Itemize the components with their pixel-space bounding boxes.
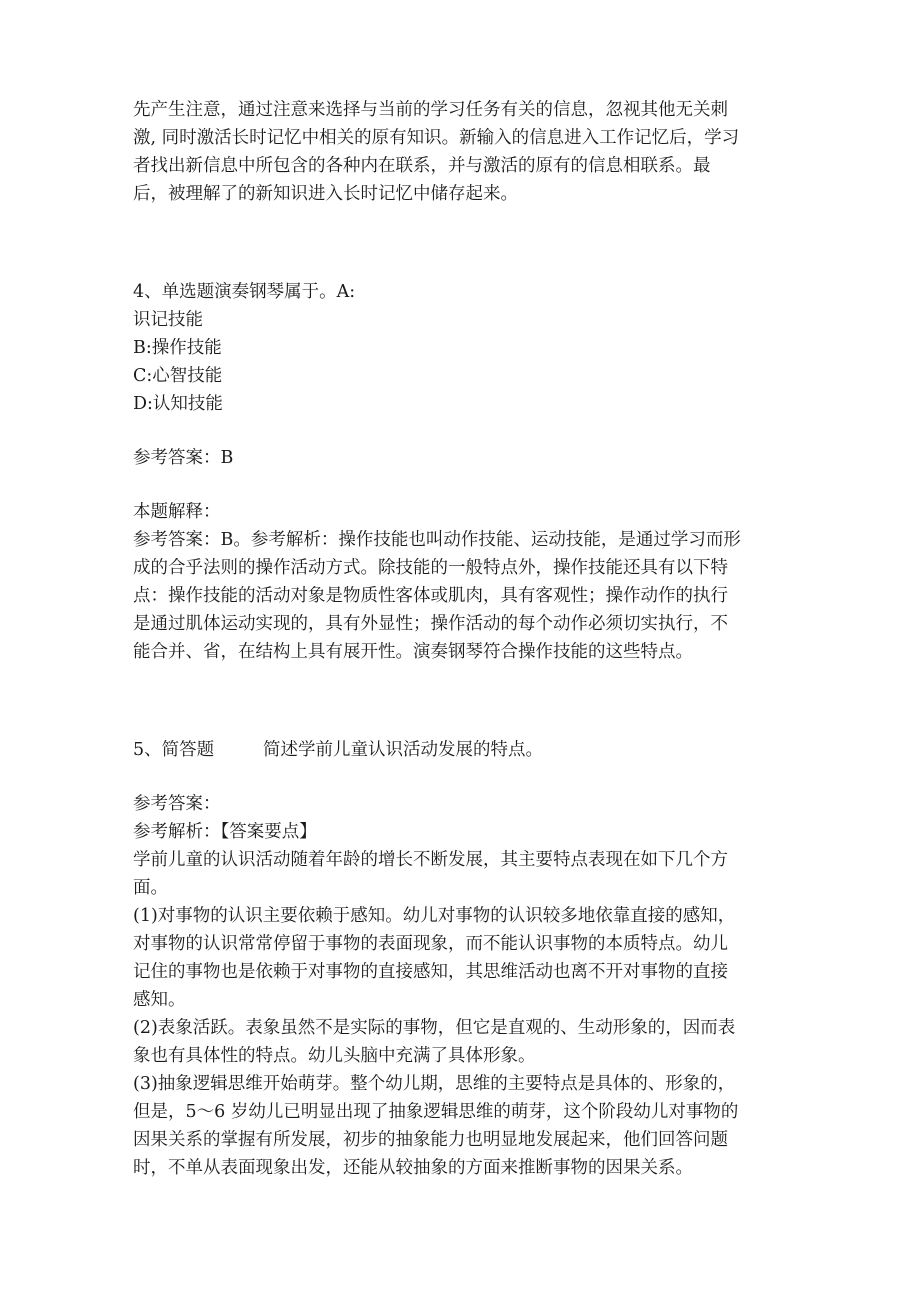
answer: 参考答案：B [133, 448, 234, 468]
question-4 [133, 278, 783, 666]
analysis-line: (1)对事物的认识主要依赖于感知。幼儿对事物的认识较多地依靠直接的感知， [133, 906, 736, 926]
analysis-line: 象也有具体性的特点。幼儿头脑中充满了具体形象。 [133, 1046, 536, 1066]
explanation-line: 成的合乎法则的操作活动方式。除技能的一般特点外，操作技能还具有以下特 [133, 558, 728, 578]
option-d: D:认知技能 [133, 394, 223, 414]
option-c: C:心智技能 [133, 366, 223, 386]
paragraph-line: 激, 同时激活长时记忆中相关的原有知识。新输入的信息进入工作记忆后，学习 [133, 128, 740, 148]
analysis-line: (3)抽象逻辑思维开始萌芽。整个幼儿期，思维的主要特点是具体的、形象的， [133, 1074, 736, 1094]
explanation-line: 参考答案：B。参考解析：操作技能也叫动作技能、运动技能，是通过学习而形 [133, 530, 741, 550]
answer-label: 参考答案： [133, 794, 221, 814]
question-header [133, 736, 783, 764]
analysis-line: 时，不单从表面现象出发，还能从较抽象的方面来推断事物的因果关系。 [133, 1158, 693, 1178]
paragraph-line: 后，被理解了的新知识进入长时记忆中储存起来。 [133, 184, 518, 204]
question-5 [133, 736, 783, 1182]
analysis-line: 但是，5～6 岁幼儿已明显出现了抽象逻辑思维的萌芽，这个阶段幼儿对事物的 [133, 1102, 739, 1122]
analysis-line: 学前儿童的认识活动随着年龄的增长不断发展，其主要特点表现在如下几个方 [133, 850, 728, 870]
question-stem: 4、单选题演奏钢琴属于。A: [133, 282, 356, 302]
analysis-line: 面。 [133, 878, 168, 898]
analysis-label: 参考解析：【答案要点】 [133, 822, 317, 842]
explanation-line: 能合并、省，在结构上具有展开性。演奏钢琴符合操作技能的这些特点。 [133, 642, 693, 662]
option-b: B:操作技能 [133, 338, 222, 358]
explanation-line: 是通过肌体运动实现的，具有外显性；操作活动的每个动作必须切实执行，不 [133, 614, 728, 634]
analysis-line: 记住的事物也是依赖于对事物的直接感知，其思维活动也离不开对事物的直接 [133, 962, 728, 982]
question-stem: 简述学前儿童认识活动发展的特点。 [263, 740, 543, 760]
analysis-line: (2)表象活跃。表象虽然不是实际的事物，但它是直观的、生动形象的，因而表 [133, 1018, 736, 1038]
intro-paragraph [133, 96, 783, 208]
question-number: 5、简答题 [133, 740, 215, 760]
explanation-title: 本题解释： [133, 502, 221, 522]
paragraph-line: 者找出新信息中所包含的各种内在联系，并与激活的原有的信息相联系。最 [133, 156, 711, 176]
explanation-line: 点：操作技能的活动对象是物质性客体或肌肉，具有客观性；操作动作的执行 [133, 586, 728, 606]
analysis-line: 对事物的认识常常停留于事物的表面现象，而不能认识事物的本质特点。幼儿 [133, 934, 728, 954]
document-page [133, 96, 783, 1182]
option-a: 识记技能 [133, 310, 203, 330]
analysis-line: 感知。 [133, 990, 186, 1010]
analysis-line: 因果关系的掌握有所发展，初步的抽象能力也明显地发展起来，他们回答问题 [133, 1130, 728, 1150]
paragraph-line: 先产生注意，通过注意来选择与当前的学习任务有关的信息，忽视其他无关刺 [133, 100, 728, 120]
